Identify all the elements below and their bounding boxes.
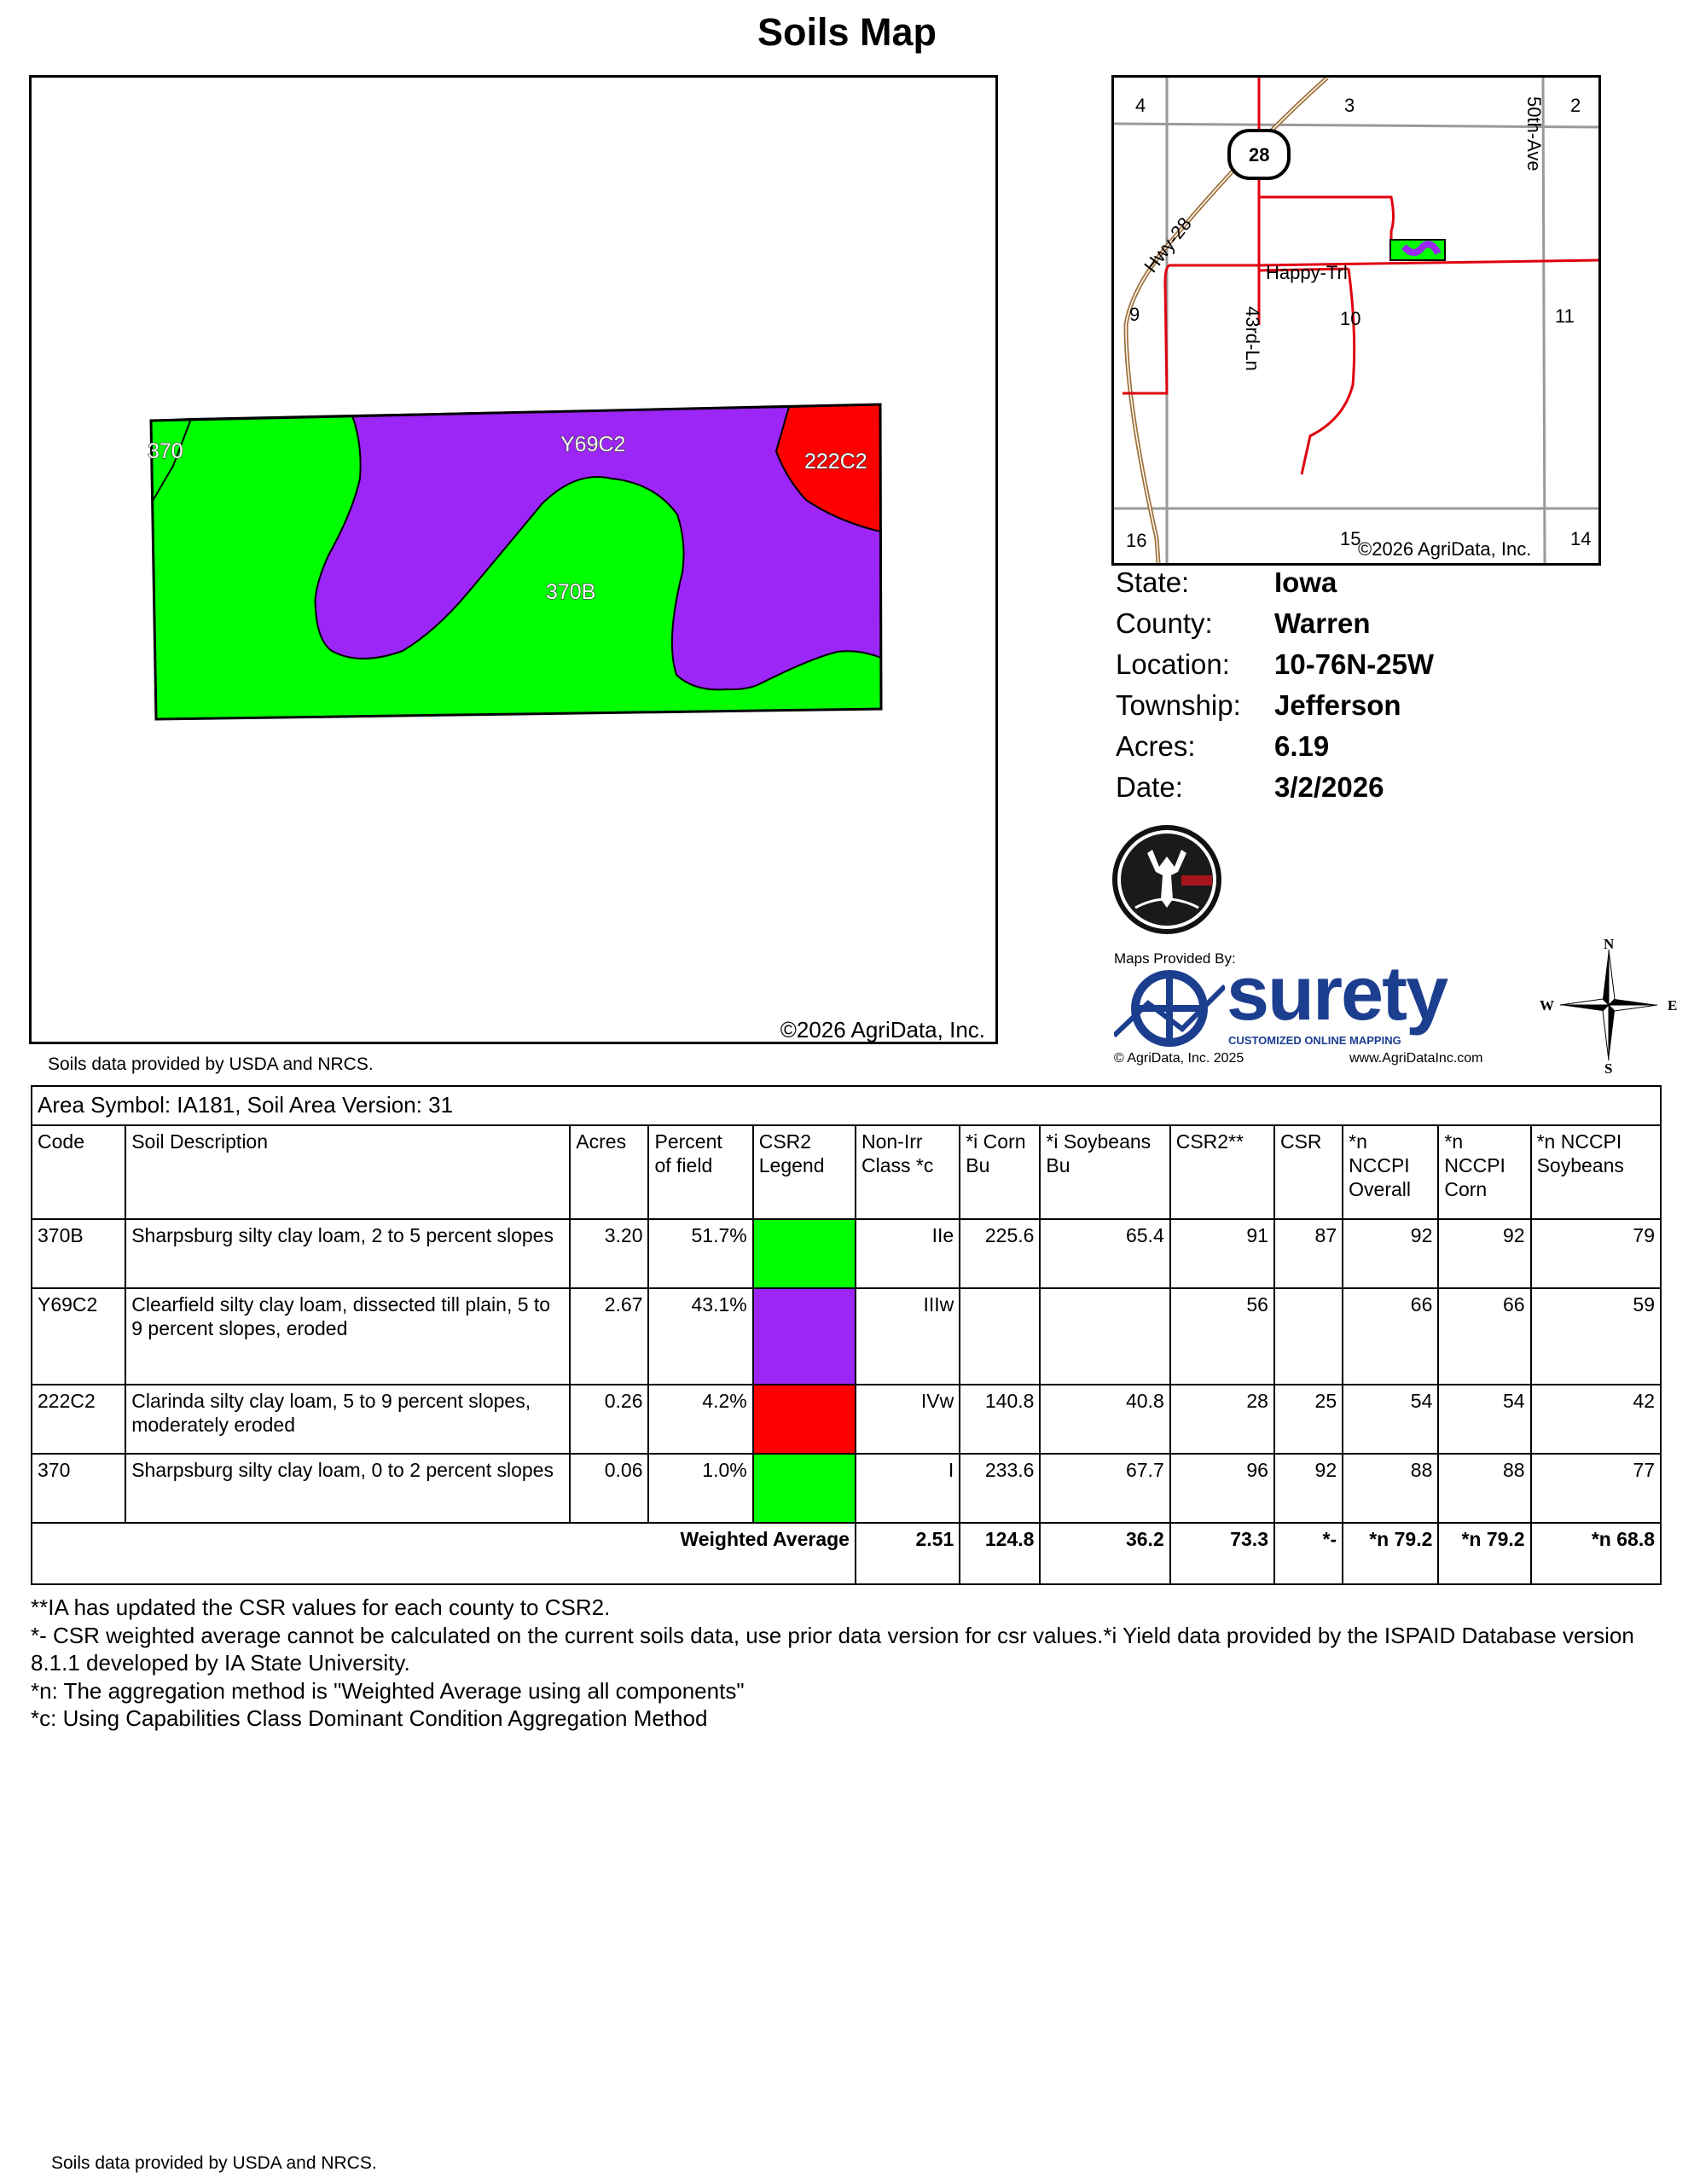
road-label-happy-trl: Happy-Trl: [1266, 262, 1348, 283]
info-county: County: Warren: [1116, 607, 1371, 639]
info-township: Township: Jefferson: [1116, 689, 1401, 721]
svg-text:3: 3: [1344, 95, 1355, 116]
info-state: State: Iowa: [1116, 566, 1337, 598]
source-note: Soils data provided by USDA and NRCS.: [48, 1054, 374, 1074]
soil-map[interactable]: [29, 75, 998, 1044]
csr2-legend-swatch: [753, 1219, 856, 1288]
surety-provider-block: [1114, 950, 1515, 1070]
footnote: *c: Using Capabilities Class Dominant Condition Aggregation Method: [31, 1705, 708, 1731]
table-row: Y69C2 Clearfield silty clay loam, dissected till plain, 5 to 9 percent slopes, eroded 2.67 43.1% IIIw 56 66 66 59: [32, 1288, 1661, 1385]
footnote: *- CSR weighted average cannot be calculated on the current soils data, use prior data version for csr values.*i Yield data provided by the ISPAID Database version 8.1.1 developed by IA State University.: [31, 1622, 1634, 1676]
locator-copyright: ©2026 AgriData, Inc.: [1358, 538, 1532, 560]
svg-text:W: W: [1540, 997, 1554, 1014]
svg-text:4: 4: [1135, 95, 1146, 116]
surety-globe-icon: [1114, 969, 1225, 1048]
page-title: Soils Map: [757, 10, 937, 54]
svg-text:2: 2: [1570, 95, 1581, 116]
soil-map-copyright: ©2026 AgriData, Inc.: [780, 1017, 985, 1043]
info-location: Location: 10-76N-25W: [1116, 648, 1435, 680]
table-row: 222C2 Clarinda silty clay loam, 5 to 9 percent slopes, moderately eroded 0.26 4.2% IVw 140.8 40.8 28 25 54 54 42: [32, 1385, 1661, 1454]
road-label-50th-ave: 50th-Ave: [1523, 96, 1545, 171]
table-row: 370B Sharpsburg silty clay loam, 2 to 5 percent slopes 3.20 51.7% IIe 225.6 65.4 91 87 92 92 79: [32, 1219, 1661, 1288]
road-label-43rd-ln: 43rd-Ln: [1242, 306, 1263, 371]
area-symbol: Area Symbol: IA181, Soil Area Version: 31: [32, 1086, 1661, 1125]
svg-text:16: 16: [1126, 530, 1147, 551]
locator-map[interactable]: [1111, 75, 1601, 566]
csr2-legend-swatch: [753, 1385, 856, 1454]
svg-text:N: N: [1604, 937, 1615, 952]
locator-map-canvas[interactable]: [1114, 78, 1598, 563]
area-symbol-row: [32, 1086, 1661, 1125]
road-label-hwy28: Hwy-28: [1140, 212, 1196, 277]
provider-copyright: © AgriData, Inc. 2025: [1114, 1051, 1244, 1066]
surety-tagline: CUSTOMIZED ONLINE MAPPING: [1228, 1034, 1401, 1047]
footnote: *n: The aggregation method is "Weighted Average using all components": [31, 1677, 745, 1704]
table-header-row: Code Soil Description Acres Percent of field CSR2 Legend Non-Irr Class *c *i Corn Bu *i Soybeans Bu CSR2** CSR *n NCCPI Overall *n NCCPI Corn *n NCCPI Soybeans: [32, 1125, 1661, 1219]
weighted-average-label: Weighted Average: [32, 1523, 856, 1584]
svg-text:14: 14: [1570, 528, 1592, 549]
svg-text:E: E: [1668, 997, 1678, 1014]
soil-map-canvas[interactable]: [32, 78, 995, 1042]
soil-table: [31, 1085, 1662, 1585]
soil-label-Y69C2: Y69C2: [560, 433, 626, 456]
footnote: **IA has updated the CSR values for each county to CSR2.: [31, 1594, 611, 1620]
soil-label-222C2: 222C2: [804, 450, 867, 473]
provider-url: www.AgriDataInc.com: [1349, 1051, 1483, 1066]
svg-text:9: 9: [1129, 304, 1140, 325]
surety-brand: surety: [1227, 951, 1447, 1037]
info-acres: Acres: 6.19: [1116, 730, 1330, 762]
maps-provided-by: Maps Provided By:: [1114, 950, 1236, 967]
svg-text:15: 15: [1340, 528, 1361, 549]
info-date: Date: 3/2/2026: [1116, 771, 1384, 803]
table-row: 370 Sharpsburg silty clay loam, 0 to 2 percent slopes 0.06 1.0% I 233.6 67.7 96 92 88 88 77: [32, 1454, 1661, 1523]
csr2-legend-swatch: [753, 1454, 856, 1523]
highway-28: [1126, 78, 1327, 563]
svg-text:11: 11: [1555, 305, 1575, 327]
soil-label-370B: 370B: [546, 580, 596, 604]
weighted-average-row: Weighted Average 2.51 124.8 36.2 73.3 *- *n 79.2 *n 79.2 *n 68.8: [32, 1523, 1661, 1584]
footnotes: [31, 1594, 1668, 1733]
source-note-bottom: Soils data provided by USDA and NRCS.: [51, 2153, 377, 2173]
compass-rose-icon: [1536, 937, 1681, 1073]
svg-text:28: 28: [1249, 144, 1270, 166]
svg-text:S: S: [1604, 1060, 1613, 1073]
midwest-land-group-logo: [1110, 822, 1224, 937]
csr2-legend-swatch: [753, 1288, 856, 1385]
svg-text:10: 10: [1340, 308, 1361, 329]
soil-label-370: 370: [148, 439, 183, 463]
